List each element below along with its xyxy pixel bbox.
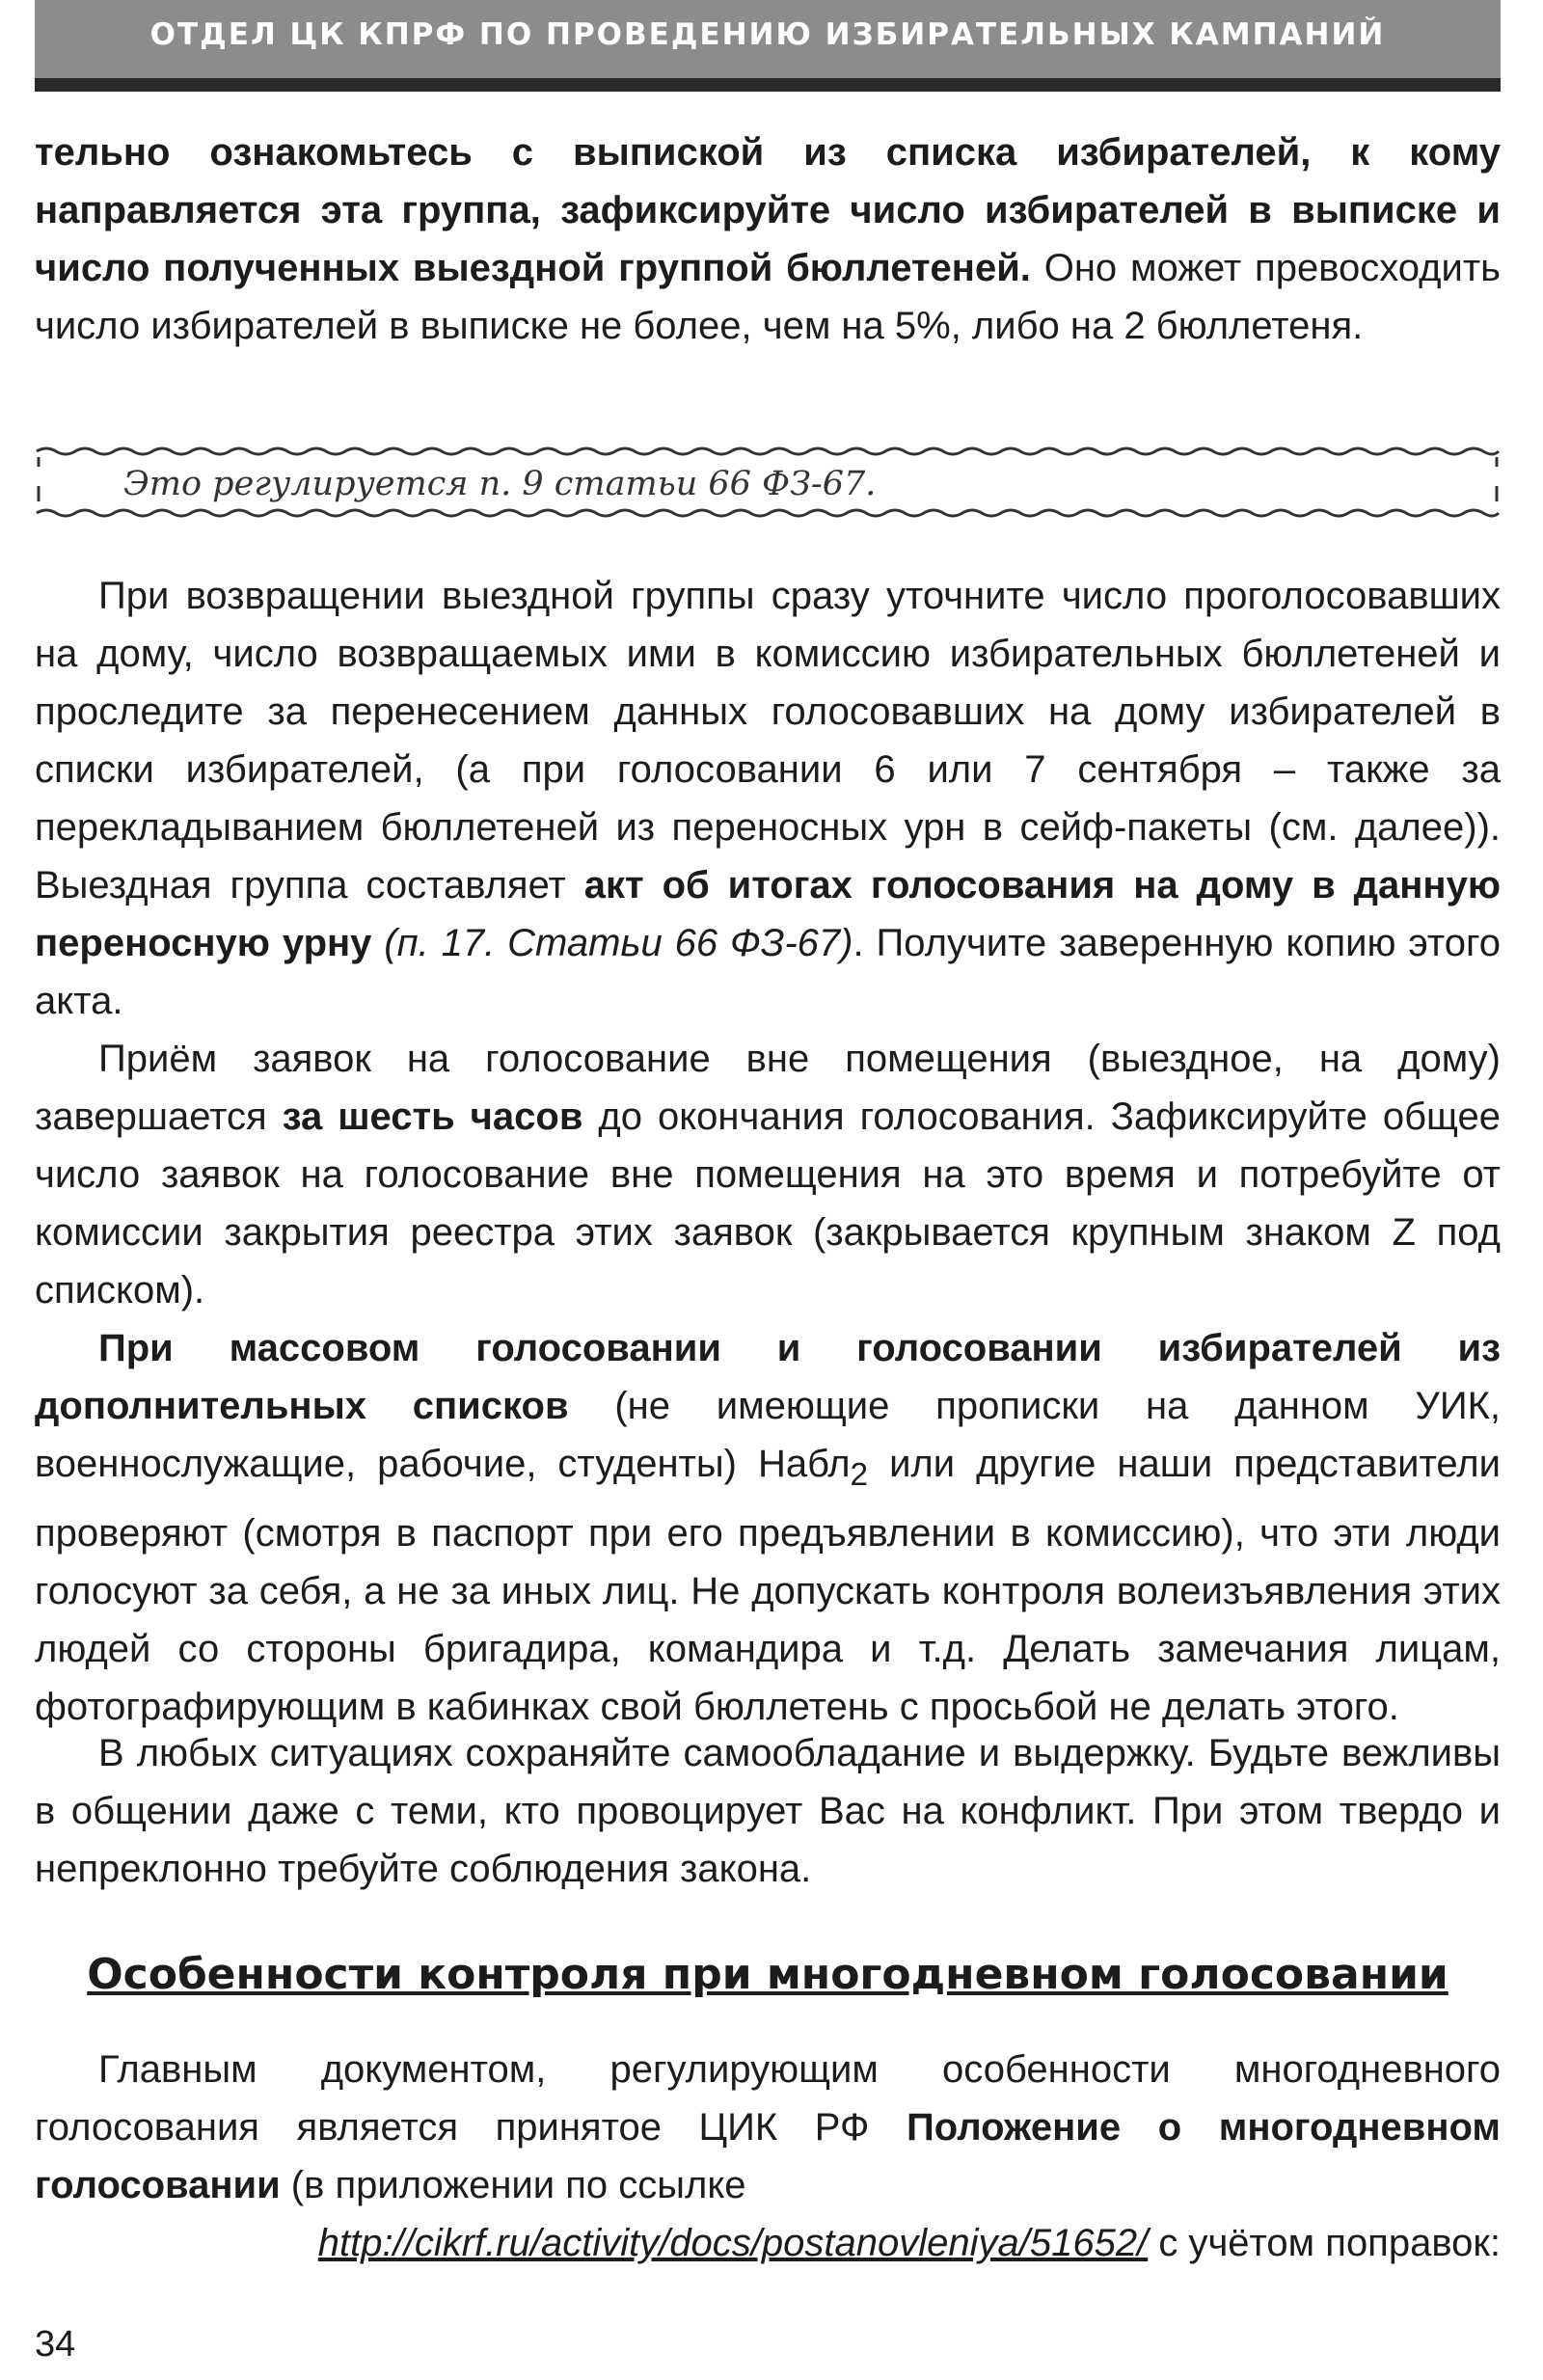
calm-paragraph — [35, 1724, 1501, 1898]
main-doc-text-1: Главным документом, регулирующим особенности многодневного голосования является принятое ЦИК РФ — [35, 2048, 1501, 2149]
mass-text-1: (не имеющие прописки на данном УИК, военнослужащие, рабочие, студенты) Набл — [35, 1385, 1501, 1485]
mass-voting-paragraph — [35, 1319, 1501, 1736]
mass-bold-1: При массовом голосовании и голосовании избирателей из дополнительных списков — [35, 1327, 1501, 1427]
page-header — [35, 0, 1501, 92]
return-italic-1: (п. 17. Статьи 66 ФЗ-67) — [371, 922, 853, 964]
applications-text-1: Приём заявок на голосование вне помещения (выездное, на дому) завершается — [35, 1038, 1501, 1138]
note-box — [35, 444, 1501, 521]
return-text-1: При возвращении выездной группы сразу уточните число проголосовавших на дому, число возвращаемых ими в комиссию избирательных бюллетеней и проследите за перенесением данных голосовавших на дому избирателей в списки избирателей, (а при голосовании 6 или 7 сентября – также за перекладыванием бюллетеней из переносных урн в сейф-пакеты (см. далее)). Выездная группа составляет — [35, 575, 1501, 906]
applications-paragraph — [35, 1030, 1501, 1319]
page-number: 34 — [35, 2324, 76, 2365]
header-title: ОТДЕЛ ЦК КПРФ ПО ПРОВЕДЕНИЮ ИЗБИРАТЕЛЬНЫХ КАМПАНИЙ — [149, 16, 1386, 52]
main-doc-text-2: (в приложении по ссылке — [280, 2164, 746, 2206]
mass-subscript: 2 — [850, 1457, 869, 1493]
main-doc-paragraph — [35, 2041, 1501, 2214]
return-paragraph — [35, 567, 1501, 1030]
intro-normal-text: Оно может превосходить число избирателей в выписке не более, чем на 5%, либо на 2 бюллетеня. — [35, 247, 1502, 347]
return-text-2: . Получите заверенную копию этого акта. — [35, 922, 1502, 1022]
intro-bold-text: тельно ознакомьтесь с выпиской из списка избирателей, к кому направляется эта группа, зафиксируйте число избирателей в выписке и число полученных выездной группой бюллетеней. — [35, 131, 1501, 289]
link-line — [35, 2214, 1501, 2272]
main-doc-bold-1: Положение о многодневном голосовании — [35, 2106, 1501, 2206]
cikrf-link[interactable]: http://cikrf.ru/activity/docs/postanovleniya/51652/ — [317, 2222, 1149, 2264]
applications-text-2: до окончания голосования. Зафиксируйте общее число заявок на голосование вне помещения на это время и потребуйте от комиссии закрытия реестра этих заявок (закрывается крупным знаком Z под списком). — [35, 1095, 1501, 1312]
return-bold-1: акт об итогах голосования на дому в данную переносную урну — [35, 864, 1501, 964]
applications-bold-1: за шесть часов — [282, 1095, 583, 1138]
calm-text: В любых ситуациях сохраняйте самообладание и выдержку. Будьте вежливы в общении даже с теми, кто провоцирует Вас на конфликт. При этом твердо и непреклонно требуйте соблюдения закона. — [35, 1732, 1501, 1890]
mass-text-2: или другие наши представители проверяют (смотря в паспорт при его предъявлении в комиссию), что эти люди голосуют за себя, а не за иных лиц. Не допускать контроля волеизъявления этих людей со стороны бригадира, командира и т.д. Делать замечания лицам, фотографирующим в кабинках свой бюллетень с просьбой не делать этого. — [35, 1443, 1501, 1728]
section-title: Особенности контроля при многодневном голосовании — [87, 1950, 1448, 1999]
link-suffix: с учётом поправок: — [1148, 2222, 1501, 2264]
note-text: Это регулируется п. 9 статьи 66 ФЗ-67. — [123, 465, 877, 503]
intro-paragraph — [35, 123, 1501, 355]
